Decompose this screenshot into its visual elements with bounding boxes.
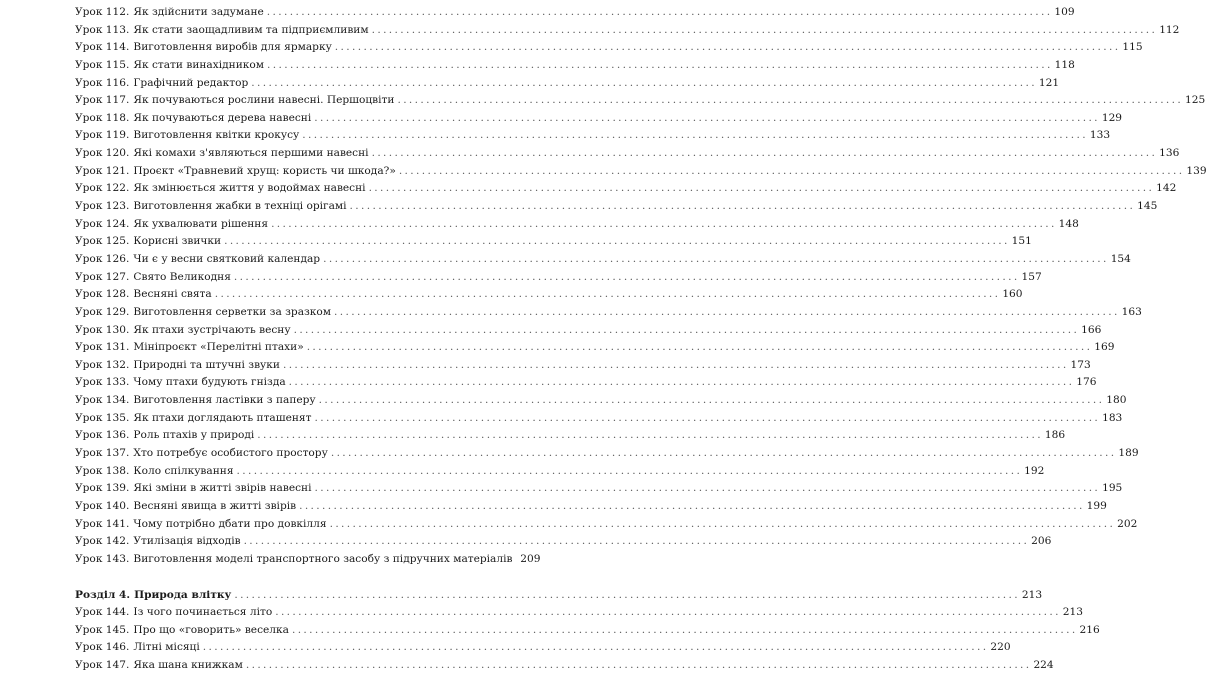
toc-title: Про що «говорить» веселка [133,623,289,636]
toc-page-number: 151 [1011,235,1032,248]
toc-leader-dots [323,251,1106,269]
toc-leader-dots [234,269,1017,287]
toc-row [75,4,1075,22]
toc-title: Роль птахів у природі [133,429,255,442]
toc-title: Природа влітку [134,588,232,601]
toc-title: Яка шана книжкам [133,659,243,672]
toc-page-number: 186 [1044,429,1066,442]
toc-page-number: 142 [1156,182,1177,195]
toc-page-number: 157 [1021,270,1042,283]
toc-title: Як стати заощадливим та підприємливим [133,23,369,36]
toc-page-number: 115 [1122,41,1143,54]
toc-page-number: 166 [1081,323,1102,336]
toc-page-number: 195 [1102,482,1123,495]
toc-lesson-number: Урок 123. [75,200,130,213]
toc-lesson-number: Урок 115. [75,58,130,71]
toc-row [75,374,1097,392]
toc-section-heading [75,587,1043,605]
toc-page-number: 199 [1086,499,1107,512]
toc-leader-dots [397,92,1180,110]
toc-row [75,533,1052,551]
toc-title: Як ухвалювати рішення [133,217,269,230]
toc-lesson-number: Урок 143. [75,552,130,565]
toc-page-number: 209 [520,552,541,565]
toc-lesson-number: Урок 131. [75,341,130,354]
toc-title: Проєкт «Травневий хрущ: користь чи шкода?» [133,164,396,177]
toc-lesson-number: Урок 120. [75,147,130,160]
toc-page-number: 220 [990,641,1011,654]
toc-lesson-number: Урок 124. [75,217,130,230]
toc-title: Чи є у весни святковий календар [133,252,321,265]
toc-leader-dots [234,587,1017,605]
toc-lesson-number: Урок 140. [75,499,130,512]
toc-lesson-number: Урок 138. [75,464,130,477]
toc-lesson-number: Урок 141. [75,517,130,530]
toc-leader-dots [275,604,1058,622]
toc-leader-dots [224,233,1007,251]
toc-page-number: 154 [1110,252,1131,265]
toc-title: Виготовлення моделі транспортного засобу з підручних матеріалів [133,552,513,565]
toc-row [75,392,1127,410]
toc-row [75,304,1142,322]
toc-title: Які комахи з'являються першими навесні [133,147,369,160]
toc-leader-dots [294,322,1077,340]
toc-leader-dots [283,357,1066,375]
toc-title: Виготовлення жабки в техніці орігамі [133,200,347,213]
toc-row [75,463,1045,481]
toc-row [75,92,1206,110]
toc-row [75,269,1042,287]
toc-row [75,604,1084,622]
toc-title: Утилізація відходів [133,535,241,548]
toc-lesson-number: Урок 118. [75,111,130,124]
toc-lesson-number: Урок 139. [75,482,130,495]
toc-lesson-number: Урок 132. [75,358,130,371]
toc-title: Літні місяці [133,641,200,654]
toc-title: Весняні свята [133,288,212,301]
toc-row [75,480,1123,498]
toc-leader-dots [350,198,1133,216]
toc-leader-dots [330,516,1113,534]
toc-lesson-number: Урок 127. [75,270,130,283]
toc-page-number: 213 [1062,606,1084,619]
toc-lesson-number: Урок 112. [75,6,130,18]
toc-title: Із чого починається літо [133,606,273,619]
toc-leader-dots [292,622,1075,640]
toc-leader-dots [251,75,1034,93]
toc-lesson-number: Урок 121. [75,164,130,177]
toc-leader-dots [372,145,1155,163]
toc-lesson-number: Урок 119. [75,129,130,142]
toc-lesson-number: Урок 144. [75,606,130,619]
toc-lesson-number: Урок 128. [75,288,130,301]
toc-page-number: 125 [1185,94,1206,107]
toc-title: Виготовлення ластівки з паперу [133,394,316,407]
toc-leader-dots [314,410,1097,428]
toc-title: Мініпроєкт «Перелітні птахи» [133,341,304,354]
toc-row [75,551,541,569]
toc-title: Виготовлення серветки за зразком [133,305,332,318]
toc-page-number: 180 [1106,394,1127,407]
toc-lesson-number: Урок 130. [75,323,130,336]
toc-row [75,286,1023,304]
toc-row [75,410,1123,428]
toc-title: Виготовлення квітки крокусу [133,129,300,142]
toc-row [75,145,1180,163]
toc-row [75,445,1139,463]
toc-row [75,39,1143,57]
toc-row [75,657,1054,675]
toc-page-number: 224 [1033,659,1054,672]
toc-lesson-number: Урок 133. [75,376,130,389]
toc-row [75,198,1158,216]
toc-page-number: 163 [1121,305,1142,318]
toc-title: Коло спілкування [133,464,234,477]
toc-page-number: 173 [1070,358,1091,371]
toc-page-number: 206 [1031,535,1052,548]
toc-page-number: 192 [1024,464,1045,477]
toc-lesson-number: Урок 129. [75,305,130,318]
toc-row [75,127,1111,145]
toc-row [75,339,1115,357]
toc-title: Корисні звички [133,235,222,248]
toc-lesson-number: Урок 146. [75,641,130,654]
toc-row [75,180,1177,198]
toc-leader-dots [331,445,1114,463]
toc-page-number: 202 [1117,517,1138,530]
toc-leader-dots [267,4,1050,22]
toc-row [75,233,1032,251]
toc-leader-dots [299,498,1082,516]
toc-leader-dots [399,163,1182,181]
toc-row [75,110,1123,128]
toc-leader-dots [314,480,1097,498]
toc-page-number: 148 [1058,217,1079,230]
toc-leader-dots [302,127,1085,145]
toc-page-number: 189 [1118,447,1139,460]
table-of-contents [75,4,1207,675]
toc-leader-dots [334,304,1117,322]
toc-lesson-number: Урок 113. [75,23,130,36]
toc-title: Хто потребує особистого простору [133,447,328,460]
toc-page-number: 129 [1101,111,1123,124]
toc-leader-dots [335,39,1118,57]
toc-lesson-number: Розділ 4. [75,588,131,601]
toc-title: Як почуваються дерева навесні [133,111,312,124]
toc-title: Свято Великодня [133,270,231,283]
toc-leader-dots [314,110,1097,128]
toc-row [75,427,1066,445]
toc-leader-dots [267,57,1050,75]
toc-row [75,163,1207,181]
toc-title: Які зміни в житті звірів навесні [133,482,312,495]
toc-title: Природні та штучні звуки [133,358,280,371]
toc-leader-dots [237,463,1020,481]
toc-row [75,216,1079,234]
toc-row [75,251,1131,269]
toc-row [75,75,1060,93]
toc-title: Як стати винахідником [133,58,264,71]
toc-page-number: 121 [1038,76,1060,89]
toc-page-number: 176 [1076,376,1097,389]
toc-leader-dots [271,216,1054,234]
toc-row [75,516,1138,534]
toc-lesson-number: Урок 114. [75,41,130,54]
toc-page-number: 169 [1094,341,1115,354]
toc-row [75,498,1107,516]
toc-title: Як здійснити задумане [133,6,264,18]
toc-lesson-number: Урок 135. [75,411,130,424]
toc-page-number: 136 [1159,147,1180,160]
toc-leader-dots [246,657,1029,675]
toc-leader-dots [244,533,1027,551]
toc-leader-dots [257,427,1040,445]
toc-page-number: 183 [1102,411,1123,424]
toc-lesson-number: Урок 126. [75,252,130,265]
toc-lesson-number: Урок 117. [75,94,130,107]
toc-lesson-number: Урок 136. [75,429,130,442]
toc-leader-dots [307,339,1090,357]
toc-leader-dots [369,180,1152,198]
toc-row [75,622,1100,640]
toc-page-number: 133 [1089,129,1111,142]
toc-leader-dots [372,22,1155,40]
toc-lesson-number: Урок 122. [75,182,130,195]
toc-lesson-number: Урок 147. [75,659,130,672]
toc-title: Чому потрібно дбати про довкілля [133,517,327,530]
toc-title: Як змінюється життя у водоймах навесні [133,182,366,195]
toc-page-number: 145 [1137,200,1158,213]
toc-lesson-number: Урок 134. [75,394,130,407]
toc-page-number: 160 [1002,288,1023,301]
toc-page-number: 139 [1186,164,1207,177]
toc-lesson-number: Урок 116. [75,76,130,89]
toc-lesson-number: Урок 145. [75,623,130,636]
toc-title: Графічний редактор [133,76,249,89]
toc-title: Як птахи доглядають пташенят [133,411,312,424]
toc-lesson-number: Урок 125. [75,235,130,248]
toc-lesson-number: Урок 137. [75,447,130,460]
toc-page-number: 213 [1021,588,1043,601]
toc-row [75,22,1180,40]
toc-leader-dots [203,639,986,657]
toc-page-number: 109 [1054,6,1075,18]
toc-row [75,57,1075,75]
toc-lesson-number: Урок 142. [75,535,130,548]
toc-page-number: 216 [1079,623,1100,636]
toc-page-number: 112 [1159,23,1180,36]
toc-row [75,639,1011,657]
toc-leader-dots [215,286,998,304]
toc-leader-dots [319,392,1102,410]
toc-title: Як птахи зустрічають весну [133,323,291,336]
toc-row [75,322,1102,340]
toc-title: Весняні явища в житті звірів [133,499,297,512]
toc-row [75,357,1091,375]
toc-title: Як почуваються рослини навесні. Першоцвіти [133,94,395,107]
toc-leader-dots [289,374,1072,392]
toc-title: Виготовлення виробів для ярмарку [133,41,332,54]
toc-page-number: 118 [1054,58,1075,71]
toc-title: Чому птахи будують гнізда [133,376,286,389]
